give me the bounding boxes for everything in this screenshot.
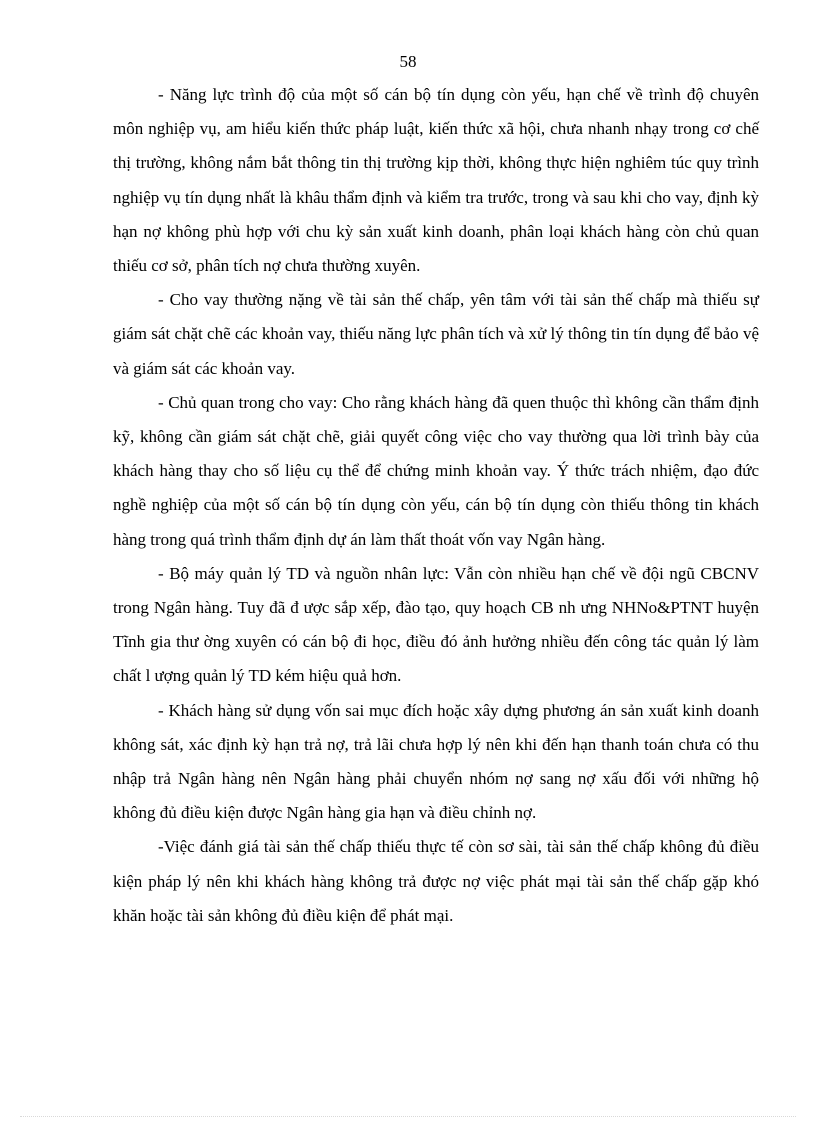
paragraph-collateral-valuation: -Việc đánh giá tài sản thế chấp thiếu thực tế còn sơ sài, tài sản thế chấp không đủ điều kiện pháp lý nên khi khách hàng không trả được nợ việc phát mại tài sản thế chấp gặp khó khăn hoặc tài sản không đủ điều kiện để phát mại. <box>113 837 759 925</box>
paragraph-staff-capacity: - Năng lực trình độ của một số cán bộ tín dụng còn yếu, hạn chế về trình độ chuyên môn nghiệp vụ, am hiểu kiến thức pháp luật, kiến thức xã hội, chưa nhanh nhạy trong cơ chế thị trường, không nắm bắt thông tin thị trường kịp thời, không thực hiện nghiêm túc quy trình nghiệp vụ tín dụng nhất là khâu thẩm định và kiểm tra trước, trong và sau khi cho vay, định kỳ hạn nợ không phù hợp với chu kỳ sản xuất kinh doanh, phân loại khách hàng còn chủ quan thiếu cơ sở, phân tích nợ chưa thường xuyên. <box>113 85 759 276</box>
page-bottom-divider <box>20 1116 796 1117</box>
paragraph-collateral-reliance: - Cho vay thường nặng về tài sản thế chấp, yên tâm với tài sản thế chấp mà thiếu sự giám sát chặt chẽ các khoản vay, thiếu năng lực phân tích và xử lý thông tin tín dụng để bảo vệ và giám sát các khoản vay. <box>113 290 759 378</box>
document-body <box>113 78 759 933</box>
paragraph-subjective-lending: - Chủ quan trong cho vay: Cho rằng khách hàng đã quen thuộc thì không cần thẩm định kỹ, không cần giám sát chặt chẽ, giải quyết công việc cho vay thường qua lời trình bày của khách hàng thay cho số liệu cụ thể để chứng minh khoản vay. Ý thức trách nhiệm, đạo đức nghề nghiệp của một số cán bộ tín dụng còn yếu, cán bộ tín dụng còn thiếu thông tin khách hàng trong quá trình thẩm định dự án làm thất thoát vốn vay Ngân hàng. <box>113 392 759 549</box>
page-number: 58 <box>399 52 417 71</box>
paragraph-management-staffing: - Bộ máy quản lý TD và nguồn nhân lực: Vẫn còn nhiều hạn chế về đội ngũ CBCNV trong Ngân hàng. Tuy đã đ ược sắp xếp, đào tạo, quy hoạch CB nh ưng NHNo&PTNT huyện Tĩnh gia thư ờng xuyên có cán bộ đi học, điều đó ảnh hưởng nhiều đến công tác quản lý làm chất l ượng quản lý TD kém hiệu quả hơn. <box>113 563 759 686</box>
paragraph-capital-misuse: - Khách hàng sử dụng vốn sai mục đích hoặc xây dựng phương án sản xuất kinh doanh không sát, xác định kỳ hạn trả nợ, trả lãi chưa hợp lý nên khi đến hạn thanh toán chưa có thu nhập trả Ngân hàng nên Ngân hàng phải chuyển nhóm nợ sang nợ xấu đối với những hộ không đủ điều kiện được Ngân hàng gia hạn và điều chỉnh nợ. <box>113 700 759 823</box>
